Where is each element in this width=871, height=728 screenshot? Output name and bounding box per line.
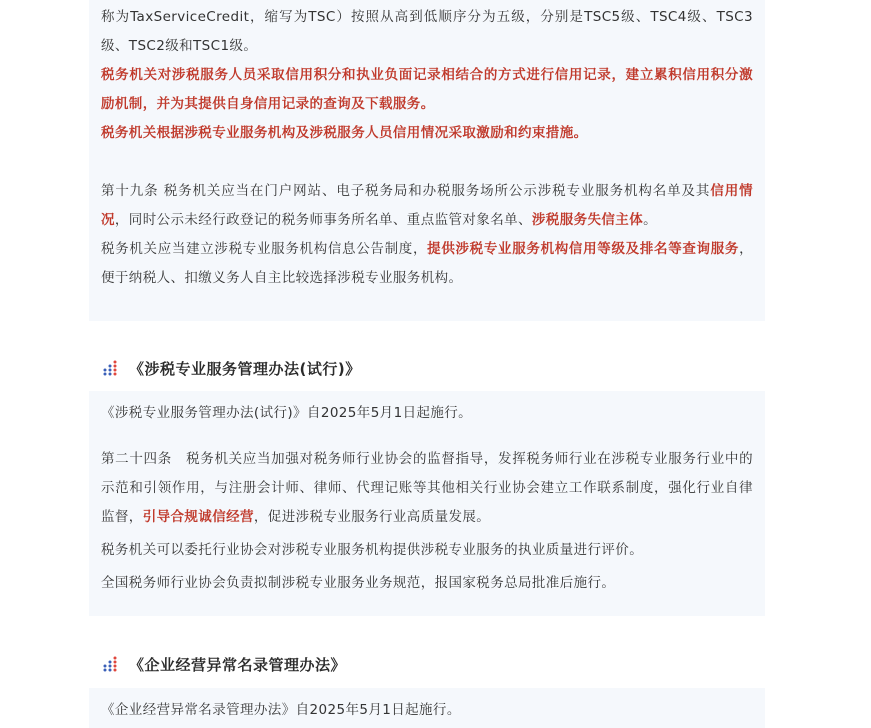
- article-section-tsc-credit: [89, 0, 765, 321]
- highlight-credit-ranking-query: 提供涉税专业服务机构信用等级及排名等查询服务: [427, 241, 740, 257]
- section-heading-abnormal-operation-list: [101, 649, 346, 679]
- paragraph-tsc-levels: 称为TaxServiceCredit，缩写为TSC）按照从高到低顺序分为五级，分别是TSC5级、TSC4级、TSC3级、TSC2级和TSC1级。: [101, 9, 753, 54]
- article-section-abnormal-list: [89, 688, 765, 728]
- section-heading-text: 《企业经营异常名录管理办法》: [129, 655, 347, 674]
- section-heading-text: 《涉税专业服务管理办法(试行)》: [129, 359, 361, 378]
- highlight-dishonest-entities: 涉税服务失信主体: [531, 212, 644, 228]
- text-run: ，促进涉税专业服务行业高质量发展。: [253, 509, 491, 525]
- paragraph-article-24: [101, 445, 753, 532]
- paragraph-effective-date: 《企业经营异常名录管理办法》自2025年5月1日起施行。: [101, 702, 461, 718]
- highlight-compliance: 引导合规诚信经营: [142, 509, 254, 525]
- text-run: 第二十四条 税务机关应当加强对税务师行业协会的监督指导，发挥税务师行业在涉税专业服务行业中的示范和引领作用，与注册会计师、律师、代理记账等其他相关行业协会建立工作联系制度，强化行业自律监督，: [101, 451, 753, 525]
- paragraph-effective-date: 《涉税专业服务管理办法(试行)》自2025年5月1日起施行。: [101, 405, 473, 421]
- text-run: ，同时公示未经行政登记的税务师事务所名单、重点监管对象名单、: [114, 212, 532, 228]
- paragraph-credit-record: 税务机关对涉税服务人员采取信用积分和执业负面记录相结合的方式进行信用记录，建立累积信用积分激励机制，并为其提供自身信用记录的查询及下载服务。: [101, 67, 753, 112]
- article: [89, 0, 765, 718]
- section-heading-tax-service-regulation: [101, 353, 361, 383]
- paragraph-spacer: [101, 148, 753, 177]
- highlight-credit-status: 信用情况: [101, 183, 753, 228]
- paragraph-info-disclosure: [101, 235, 753, 293]
- text-run: 。: [643, 212, 658, 228]
- paragraph-spacer: [101, 428, 753, 445]
- text-run: ，便于纳税人、扣缴义务人自主比较选择涉税专业服务机构。: [101, 241, 753, 286]
- paragraph-business-norms: 全国税务师行业协会负责拟制涉税专业服务业务规范，报国家税务总局批准后施行。: [101, 575, 616, 591]
- dots-icon: [101, 360, 117, 376]
- paragraph-quality-evaluation: 税务机关可以委托行业协会对涉税专业服务机构提供涉税专业服务的执业质量进行评价。: [101, 542, 644, 558]
- paragraph-article-19: [101, 177, 753, 235]
- article-section-tax-service-measures: [89, 391, 765, 616]
- dots-icon: [101, 656, 117, 672]
- text-run: 第十九条 税务机关应当在门户网站、电子税务局和办税服务场所公示涉税专业服务机构名单及其: [101, 183, 711, 199]
- text-run: 税务机关应当建立涉税专业服务机构信息公告制度，: [101, 241, 428, 257]
- paragraph-incentive-measures: 税务机关根据涉税专业服务机构及涉税服务人员信用情况采取激励和约束措施。: [101, 125, 588, 141]
